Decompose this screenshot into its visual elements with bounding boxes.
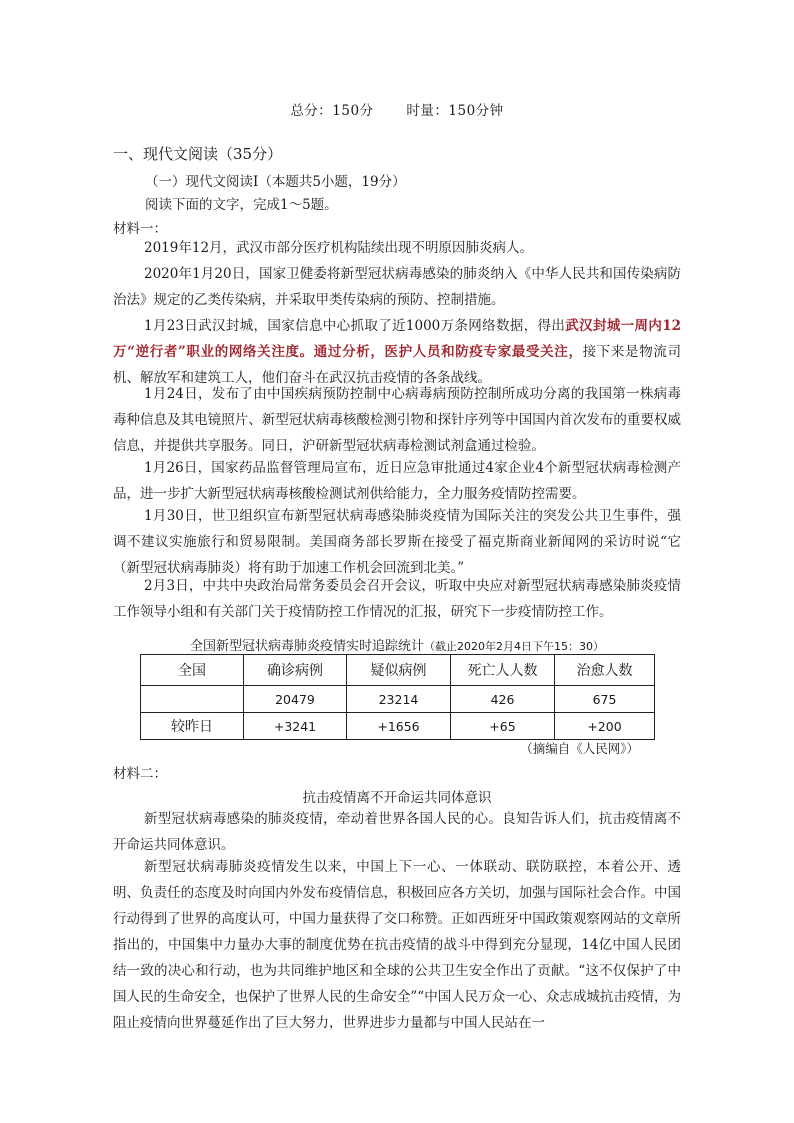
statistics-table	[140, 654, 655, 740]
table-cell: 23214	[347, 686, 451, 713]
header-cell: 死亡人人数	[451, 655, 555, 686]
table-cell: +3241	[244, 713, 347, 740]
paragraph-3-tail: 接下来是物流司机、解放军和建筑工人，他们奋斗在武汉抗击疫情的各条战线。	[113, 344, 682, 386]
table-cell	[141, 686, 244, 713]
table-title-note: （截止2020年2月4日下午15：30）	[424, 640, 604, 653]
material1-paragraph-4: 1月24日，发布了由中国疾病预防控制中心病毒病预防控制所成功分离的我国第一株病毒毒种信息及其电镜照片、新型冠状病毒核酸检测引物和探针序列等中国国内首次发布的重要权威信息，并提供共享服务。同日，沪研新型冠状病毒检测试剂盒通过检验。	[113, 386, 681, 454]
material1-paragraph-7: 2月3日，中共中央政治局常务委员会召开会议，听取中央应对新型冠状病毒感染肺炎疫情工作领导小组和有关部门关于疫情防控工作情况的汇报，研究下一步疫情防控工作。	[113, 578, 681, 620]
table-row	[141, 713, 655, 740]
table-source: （摘编自《人民网》）	[520, 741, 639, 756]
table-cell: 426	[451, 686, 555, 713]
time-limit: 时量：150分钟	[406, 103, 504, 119]
header-cell: 确诊病例	[244, 655, 347, 686]
material1-paragraph-5: 1月26日，国家药品监督管理局宣布，近日应急审批通过4家企业4个新型冠状病毒检测产品，进一步扩大新型冠状病毒核酸检测试剂供给能力，全力服务疫情防控需要。	[113, 460, 681, 502]
paragraph-3-lead: 1月23日武汉封城，国家信息中心抓取了近1000万条网络数据，得出	[144, 318, 566, 334]
header-cell: 疑似病例	[347, 655, 451, 686]
table-cell: +1656	[347, 713, 451, 740]
section-title: 一、现代文阅读（35分）	[113, 145, 283, 163]
material1-paragraph-3	[113, 313, 681, 391]
material2-paragraph-1: 新型冠状病毒感染的肺炎疫情，牵动着世界各国人民的心。良知告诉人们，抗击疫情离不开命运共同体意识。	[113, 811, 681, 853]
table-title: 全国新型冠状病毒肺炎疫情实时追踪统计（截止2020年2月4日下午15：30）	[189, 639, 604, 654]
instruction: 阅读下面的文字，完成1～5题。	[145, 197, 338, 213]
material1-paragraph-1: 2019年12月，武汉市部分医疗机构陆续出现不明原因肺炎病人。	[144, 240, 534, 256]
material2-label: 材料二：	[113, 766, 167, 782]
material1-paragraph-2: 2020年1月20日，国家卫健委将新型冠状病毒感染的肺炎纳入《中华人民共和国传染病防治法》规定的乙类传染病，并采取甲类传染病的预防、控制措施。	[113, 266, 681, 308]
header-cell: 治愈人数	[555, 655, 655, 686]
table-cell: 20479	[244, 686, 347, 713]
material2-paragraph-2: 新型冠状病毒肺炎疫情发生以来，中国上下一心、一体联动、联防联控，本着公开、透明、负责任的态度及时向国内外发布疫情信息，积极回应各方关切，加强与国际社会合作。中国行动得到了世界的高度认可，中国力量获得了交口称赞。正如西班牙中国政策观察网站的文章所指出的，中国集中力量办大事的制度优势在抗击疫情的战斗中得到充分显现，14亿中国人民团结一致的决心和行动，也为共同维护地区和全球的公共卫生安全作出了贡献。“这不仅保护了中国人民的生命安全，也保护了世界人民的生命安全”“中国人民万众一心、众志成城抗击疫情，为阻止疫情向世界蔓延作出了巨大努力，世界进步力量都与中国人民站在一	[113, 859, 681, 1031]
article-title: 抗击疫情离不开命运共同体意识	[302, 790, 492, 806]
table-cell: 较昨日	[141, 713, 244, 740]
subsection-title: （一）现代文阅读Ⅰ（本题共5小题，19分）	[145, 174, 406, 190]
exam-header	[0, 99, 794, 119]
table-cell: 675	[555, 686, 655, 713]
table-row	[141, 686, 655, 713]
material1-paragraph-6: 1月30日，世卫组织宣布新型冠状病毒感染肺炎疫情为国际关注的突发公共卫生事件，强调不建议实施旅行和贸易限制。美国商务部长罗斯在接受了福克斯商业新闻网的采访时说“它（新型冠状病毒肺炎）将有助于加速工作机会回流到北美。”	[113, 508, 681, 576]
total-score: 总分：150分	[290, 103, 374, 119]
table-cell: +200	[555, 713, 655, 740]
table-cell: +65	[451, 713, 555, 740]
table-header-row	[141, 655, 655, 686]
header-cell: 全国	[141, 655, 244, 686]
material1-label: 材料一：	[113, 221, 167, 237]
highlighted-text: 武汉封城一周内12万“逆行者”职业的网络关注度。通过分析，医护人员和防疫专家最受关注，	[113, 318, 681, 360]
